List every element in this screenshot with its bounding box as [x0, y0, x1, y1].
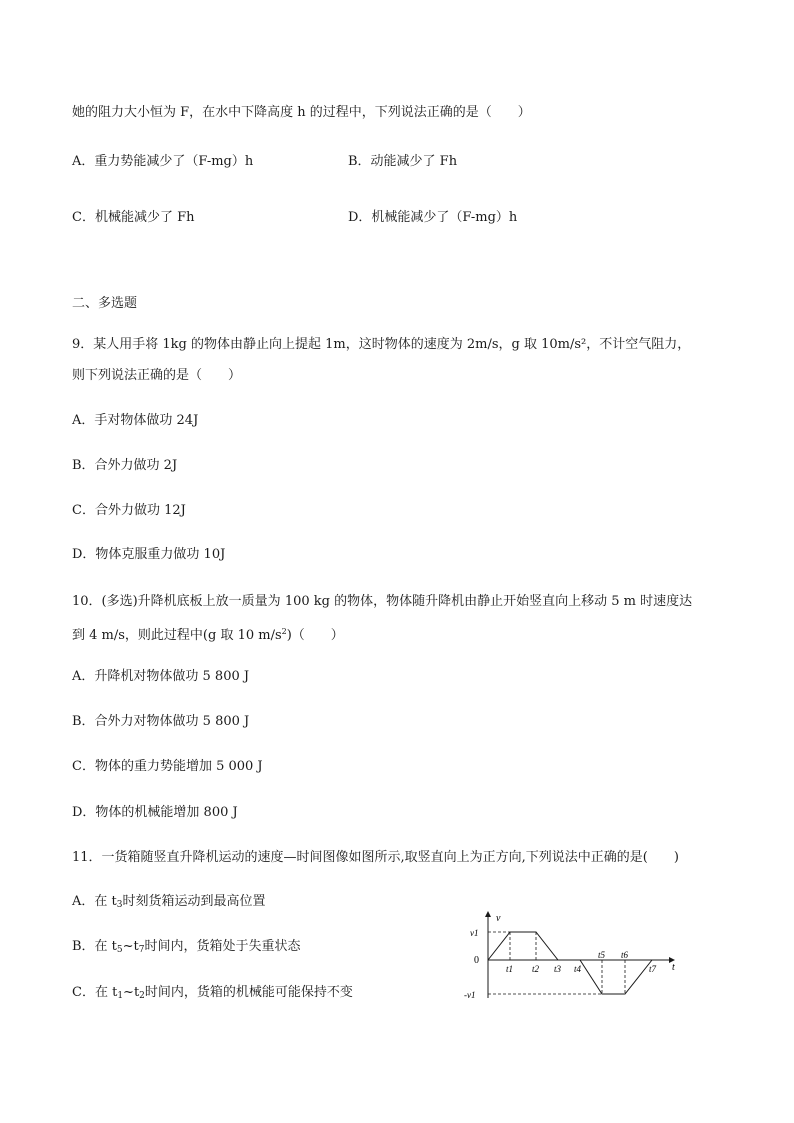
q8-option-d: D．机械能减少了（F-mg）h: [348, 210, 518, 225]
q10-option-b: B．合外力对物体做功 5 800 J: [72, 714, 250, 729]
q9-option-a: A．手对物体做功 24J: [72, 413, 199, 428]
neg-v1-level-label: -v1: [464, 990, 476, 1000]
q11-a-sub: 3: [116, 900, 123, 910]
q9-stem-line2: 则下列说法正确的是（ ）: [72, 368, 242, 383]
q11-c-sub2: 2: [139, 991, 145, 1001]
q11-c-pre: C．在 t: [72, 985, 118, 1000]
tick-label-t6: t6: [621, 950, 629, 960]
q10-stem-line2-part2: )（ ）: [286, 628, 344, 643]
q11-b-mid: ~t: [122, 939, 139, 954]
t-axis-label: t: [672, 962, 675, 973]
q10-stem-line2-part1: 到 4 m/s，则此过程中(g 取 10 m/s: [72, 628, 282, 643]
velocity-curve: [488, 932, 652, 994]
q11-option-c: [72, 984, 353, 1005]
q11-b-sub2: 7: [138, 945, 145, 955]
q10-stem-line1: 10．(多选)升降机底板上放一质量为 100 kg 的物体，物体随升降机由静止开始竖直向上移动 5 m 时速度达: [72, 594, 693, 609]
tick-label-t3: t3: [554, 964, 562, 974]
v1-level-label: v1: [470, 928, 479, 938]
q10-option-c: C．物体的重力势能增加 5 000 J: [72, 759, 263, 774]
q11-option-b: [72, 938, 301, 959]
q11-a-pre: A．在 t: [72, 894, 117, 909]
q10-stem-line2: [72, 623, 344, 645]
section-heading: 二、多选题: [72, 296, 138, 311]
tick-label-t7: t7: [649, 964, 657, 974]
velocity-time-graph: [462, 906, 682, 1006]
tick-label-t5: t5: [598, 950, 606, 960]
q11-b-sub1: 5: [116, 945, 123, 955]
q8-stem: 她的阻力大小恒为 F，在水中下降高度 h 的过程中，下列说法正确的是（ ）: [72, 105, 531, 120]
q11-stem: 11．一货箱随竖直升降机运动的速度—时间图像如图所示,取竖直向上为正方向,下列说法中正确的是( ): [72, 850, 679, 865]
q11-c-post: 时间内，货箱的机械能可能保持不变: [144, 985, 353, 1000]
tick-label-t4: t4: [574, 964, 582, 974]
origin-label: 0: [474, 955, 479, 966]
q11-c-mid: ~t: [123, 985, 140, 1000]
q8-option-b: B．动能减少了 Fh: [348, 154, 458, 169]
q11-b-post: 时间内，货箱处于失重状态: [144, 939, 301, 954]
q10-option-d: D．物体的机械能增加 800 J: [72, 805, 238, 820]
tick-label-t1: t1: [506, 964, 514, 974]
q9-stem-line1: 9．某人用手将 1kg 的物体由静止向上提起 1m，这时物体的速度为 2m/s，g 取 10m/s²，不计空气阻力，: [72, 337, 691, 352]
q8-option-c: C．机械能减少了 Fh: [72, 210, 195, 225]
q8-option-a: A．重力势能减少了（F-mg）h: [72, 154, 254, 169]
q9-option-c: C．合外力做功 12J: [72, 503, 186, 518]
tick-label-t2: t2: [532, 964, 540, 974]
q10-option-a: A．升降机对物体做功 5 800 J: [72, 669, 250, 684]
q10-superscript: 2: [281, 627, 287, 636]
q11-option-a: [72, 893, 266, 914]
q9-option-b: B．合外力做功 2J: [72, 458, 178, 473]
q11-a-post: 时刻货箱运动到最高位置: [122, 894, 266, 909]
q9-option-d: D．物体克服重力做功 10J: [72, 547, 226, 562]
v-axis-label: v: [496, 913, 501, 924]
q11-c-sub1: 1: [117, 991, 124, 1001]
q11-b-pre: B．在 t: [72, 939, 117, 954]
